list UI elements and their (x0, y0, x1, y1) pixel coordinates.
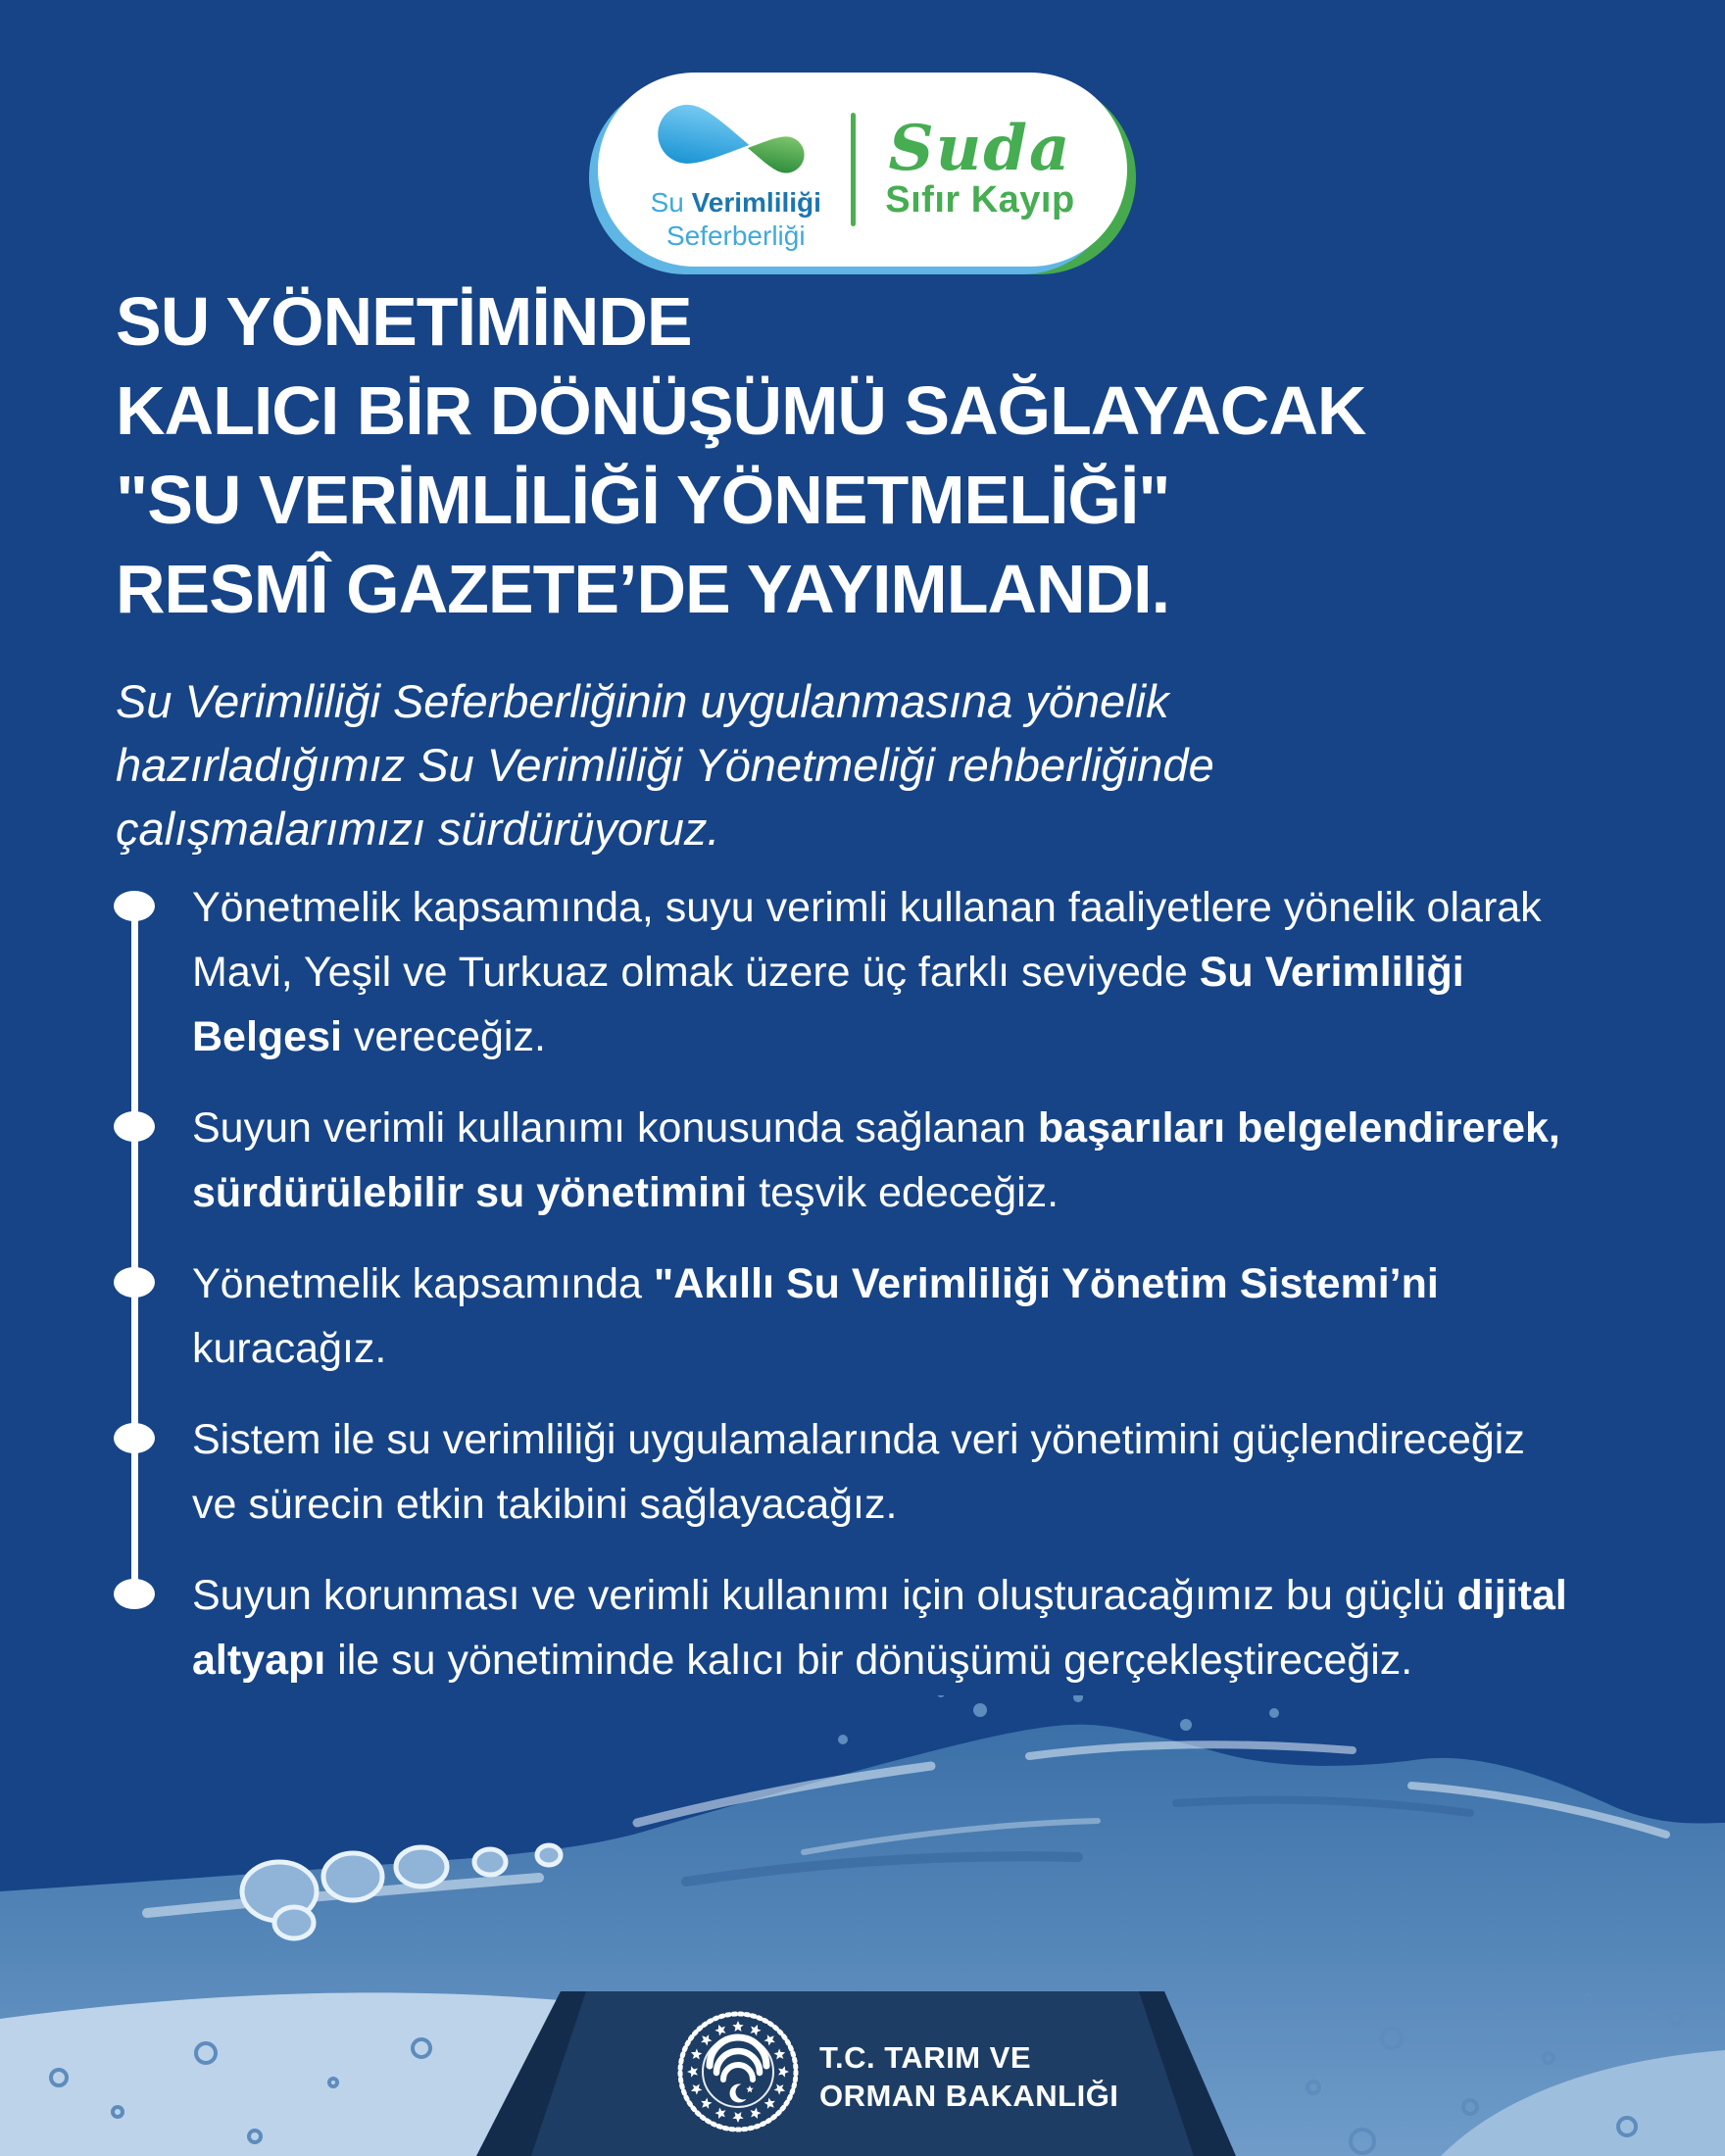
water-drop-logo-icon (650, 92, 821, 186)
logo-badge (598, 73, 1127, 267)
bullet-item: Suyun verimli kullanımı konusunda sağlanan başarıları belgelendirerek, sürdürülebilir su yönetimini teşvik edeceğiz. (98, 1096, 1568, 1225)
ministry-name (819, 2038, 1118, 2115)
headline-line-1: SU YÖNETİMİNDE (116, 283, 692, 360)
bullet-item: Suyun korunması ve verimli kullanımı için oluşturacağımız bu güçlü dijital altyapı ile su yönetiminde kalıcı bir dönüşümü gerçekleştireceğiz. (98, 1563, 1568, 1692)
ministry-name-line2: ORMAN BAKANLIĞI (819, 2079, 1119, 2113)
zero-loss-logo (885, 112, 1075, 221)
campaign-logo-text (651, 186, 821, 253)
headline-line-3: "SU VERİMLİLİĞİ YÖNETMELİĞİ" (116, 462, 1170, 538)
headline-line-4: RESMÎ GAZETE’DE YAYIMLANDI. (116, 551, 1170, 627)
campaign-name-bold: Verimliliği (691, 187, 821, 218)
campaign-logo (650, 92, 821, 253)
bullet-item: Yönetmelik kapsamında, suyu verimli kullanan faaliyetlere yönelik olarak Mavi, Yeşil ve Turkuaz olmak üzere üç farklı seviyede Su Verimliliği Belgesi vereceğiz. (98, 875, 1568, 1069)
badge-divider (851, 113, 856, 226)
intro-paragraph: Su Verimliliği Seferberliğinin uygulanmasına yönelik hazırladığımız Su Verimliliği Yönetmeliği rehberliğinde çalışmalarımızı sürdürüyoruz. (116, 675, 1214, 855)
ministry-name-line1: T.C. TARIM VE (819, 2040, 1032, 2075)
campaign-name-line2: Seferberliği (665, 220, 806, 251)
bullet-item: Sistem ile su verimliliği uygulamalarında veri yönetimini güçlendireceğiz ve sürecin etkin takibini sağlayacağız. (98, 1407, 1568, 1537)
campaign-name-prefix: Su (650, 187, 692, 218)
bullet-list (98, 875, 1568, 1719)
headline-line-2: KALICI BİR DÖNÜŞÜMÜ SAĞLAYACAK (116, 372, 1366, 449)
bullet-item: Yönetmelik kapsamında "Akıllı Su Verimliliği Yönetim Sistemi’ni kuracağız. (98, 1251, 1568, 1381)
zero-loss-tagline: Sıfır Kayıp (885, 179, 1075, 220)
zero-loss-script: Suda (888, 112, 1072, 185)
page-title (116, 277, 1645, 634)
